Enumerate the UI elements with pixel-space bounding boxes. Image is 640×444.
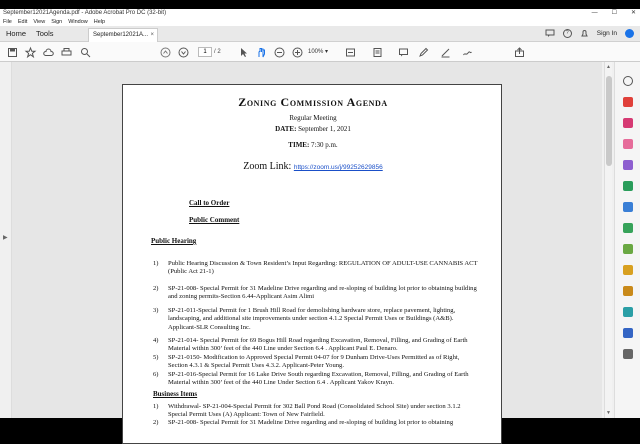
save-icon[interactable] — [7, 47, 18, 58]
menu-bar — [0, 18, 640, 26]
item-number: 6) — [153, 371, 159, 378]
item-text: SP-21-016-Special Permit for 16 Lake Drive South regarding Excavation, Removal, Filling, and Grading of Earth Material within 300’ feet of the 440 Line Under Section 6.4 . Applicant Yakov Krayn. — [168, 371, 469, 387]
scroll-mode-icon[interactable] — [372, 47, 383, 58]
comment-icon[interactable] — [545, 29, 555, 38]
more-tools-icon[interactable] — [623, 349, 633, 359]
previous-page-icon[interactable] — [160, 47, 171, 58]
menu-window[interactable]: Window — [68, 19, 88, 25]
item-number: 2) — [153, 285, 159, 292]
window-title: September12021Agenda.pdf - Adobe Acrobat Pro DC (32-bit) — [3, 10, 167, 16]
zoom-link-line — [123, 161, 503, 172]
close-window-button[interactable]: ✕ — [630, 10, 636, 16]
left-panel-toggle[interactable] — [0, 62, 12, 418]
item-text: Withdrawal- SP-21-004-Special Permit for 302 Ball Pond Road (Consolidated School Site) under section 3.1.2 Special Permit Uses (A) Applicant: Town of New Fairfield. — [168, 403, 461, 419]
zoom-out-icon[interactable] — [274, 47, 285, 58]
item-number: 2) — [153, 419, 159, 426]
item-text: SP-21-014- Special Permit for 69 Bogus Hill Road regarding Excavation, Removal, Filling, and Grading of Earth Material within 300’ feet of the 440 Line under Section 6.4 . Applicant Paul E. Denaro. — [168, 337, 468, 353]
item-number: 5) — [153, 354, 159, 361]
page-number-input[interactable]: 1 — [198, 47, 212, 57]
page-total: / 2 — [214, 49, 221, 55]
select-cursor-icon[interactable] — [238, 47, 249, 58]
zoom-level-dropdown[interactable]: 100% ▾ — [308, 49, 329, 55]
account-avatar[interactable] — [625, 29, 634, 38]
title-bar — [0, 9, 640, 18]
meeting-type: Regular Meeting — [289, 114, 337, 122]
zoom-link-url[interactable]: https://zoom.us/j/99252629856 — [293, 164, 383, 171]
document-title: Zoning Commission Agenda — [238, 95, 388, 109]
time-label: TIME: — [288, 141, 310, 149]
item-text: Public Hearing Discussion & Town Resident’s Input Regarding: REGULATION OF ADULT-USE CANNABIS ACT (Public Act 21-1) — [168, 260, 478, 276]
comment-tool-icon[interactable] — [398, 47, 409, 58]
item-text: SP-21-011-Special Permit for 1 Brush Hill Road for demolishing hardware store, replace pavement, lighting, landscaping, and additional site improvements under section 4.1.2 Special Permit Uses or Buildings (A&B). Applicant-SLR Consulting Inc. — [168, 307, 456, 331]
fill-and-sign-icon[interactable] — [623, 286, 633, 296]
zoom-link-label: Zoom Link: — [243, 161, 292, 172]
menu-file[interactable]: File — [3, 19, 12, 25]
print-production-icon[interactable] — [623, 307, 633, 317]
acrobat-window — [0, 9, 640, 426]
document-tab-label: September12021A... — [93, 32, 149, 38]
hand-tool-icon[interactable] — [256, 47, 267, 58]
item-text: SP-21-0150- Modification to Approved Special Permit 04-07 for 9 Dunham Drive-Uses Permitted as of Right, Section 4.3.1 & Special Permit Uses 4.3.2. Applicant-Peter Young. — [168, 354, 460, 370]
search-tool-icon[interactable] — [623, 76, 633, 86]
item-text: SP-21-008- Special Permit for 31 Madeline Drive regarding and re-sloping of building lot prior to obtaining building and zoning permits-Section 6.44-Applicant Asim Alimi — [168, 285, 477, 301]
tab-tools[interactable]: Tools — [36, 29, 54, 38]
organize-pages-icon[interactable] — [623, 181, 633, 191]
star-icon[interactable] — [25, 47, 36, 58]
item-number: 1) — [153, 260, 159, 267]
scrollbar-thumb[interactable] — [606, 76, 612, 166]
menu-sign[interactable]: Sign — [51, 19, 63, 25]
vertical-scrollbar[interactable] — [604, 62, 612, 418]
item-number: 4) — [153, 337, 159, 344]
fit-page-icon[interactable] — [345, 47, 356, 58]
expand-left-panel-icon[interactable]: ▶ — [3, 235, 8, 241]
pdf-page — [122, 84, 502, 444]
create-pdf-icon[interactable] — [623, 118, 633, 128]
zoom-in-icon[interactable] — [292, 47, 303, 58]
public-comment: Public Comment — [189, 216, 240, 224]
fill-sign-icon[interactable] — [462, 47, 473, 58]
scan-ocr-icon[interactable] — [623, 202, 633, 212]
protect-icon[interactable] — [623, 223, 633, 233]
print-icon[interactable] — [61, 47, 72, 58]
call-to-order: Call to Order — [189, 199, 230, 207]
sign-in-link[interactable]: Sign In — [596, 30, 617, 37]
tab-home[interactable]: Home — [6, 29, 27, 38]
header-actions — [545, 29, 634, 38]
window-controls — [592, 9, 636, 18]
item-number: 3) — [153, 307, 159, 314]
combine-files-icon[interactable] — [623, 160, 633, 170]
zoom-search-icon[interactable] — [80, 47, 91, 58]
meeting-time — [123, 141, 503, 149]
public-hearing-heading: Public Hearing — [151, 237, 197, 245]
export-pdf-icon[interactable] — [623, 97, 633, 107]
scroll-up-icon[interactable]: ▲ — [606, 64, 611, 70]
main-toolbar — [0, 42, 640, 62]
date-label: DATE: — [275, 125, 297, 133]
bell-icon[interactable] — [580, 29, 589, 38]
help-icon[interactable]: ? — [563, 29, 572, 38]
scroll-down-icon[interactable]: ▼ — [606, 410, 611, 416]
highlight-icon[interactable] — [440, 47, 451, 58]
item-text: SP-21-008- Special Permit for 31 Madeline Drive regarding and re-sloping of building lot prior to obtaining — [168, 419, 454, 426]
tab-bar — [0, 26, 640, 42]
optimize-pdf-icon[interactable] — [623, 244, 633, 254]
menu-edit[interactable]: Edit — [17, 19, 28, 25]
date-value: September 1, 2021 — [298, 125, 351, 133]
share-icon[interactable] — [514, 47, 525, 58]
document-canvas — [12, 62, 602, 426]
upload-cloud-icon[interactable] — [43, 47, 54, 58]
minimize-button[interactable]: — — [591, 10, 598, 16]
business-items-heading: Business Items — [153, 390, 198, 398]
item-number: 1) — [153, 403, 159, 410]
tools-pane — [614, 62, 640, 418]
tab-document[interactable] — [88, 28, 158, 42]
close-tab-icon[interactable]: × — [150, 32, 154, 38]
time-value: 7:30 p.m. — [311, 141, 338, 149]
maximize-button[interactable]: ☐ — [611, 10, 617, 16]
meeting-date — [123, 125, 503, 133]
protect-shield-icon[interactable] — [623, 328, 633, 338]
pen-icon[interactable] — [418, 47, 429, 58]
comment-pane-icon[interactable] — [623, 265, 633, 275]
menu-help[interactable]: Help — [93, 19, 106, 25]
next-page-icon[interactable] — [178, 47, 189, 58]
zoom-level-value: 100% — [308, 49, 324, 55]
menu-view[interactable]: View — [33, 19, 46, 25]
edit-pdf-icon[interactable] — [623, 139, 633, 149]
